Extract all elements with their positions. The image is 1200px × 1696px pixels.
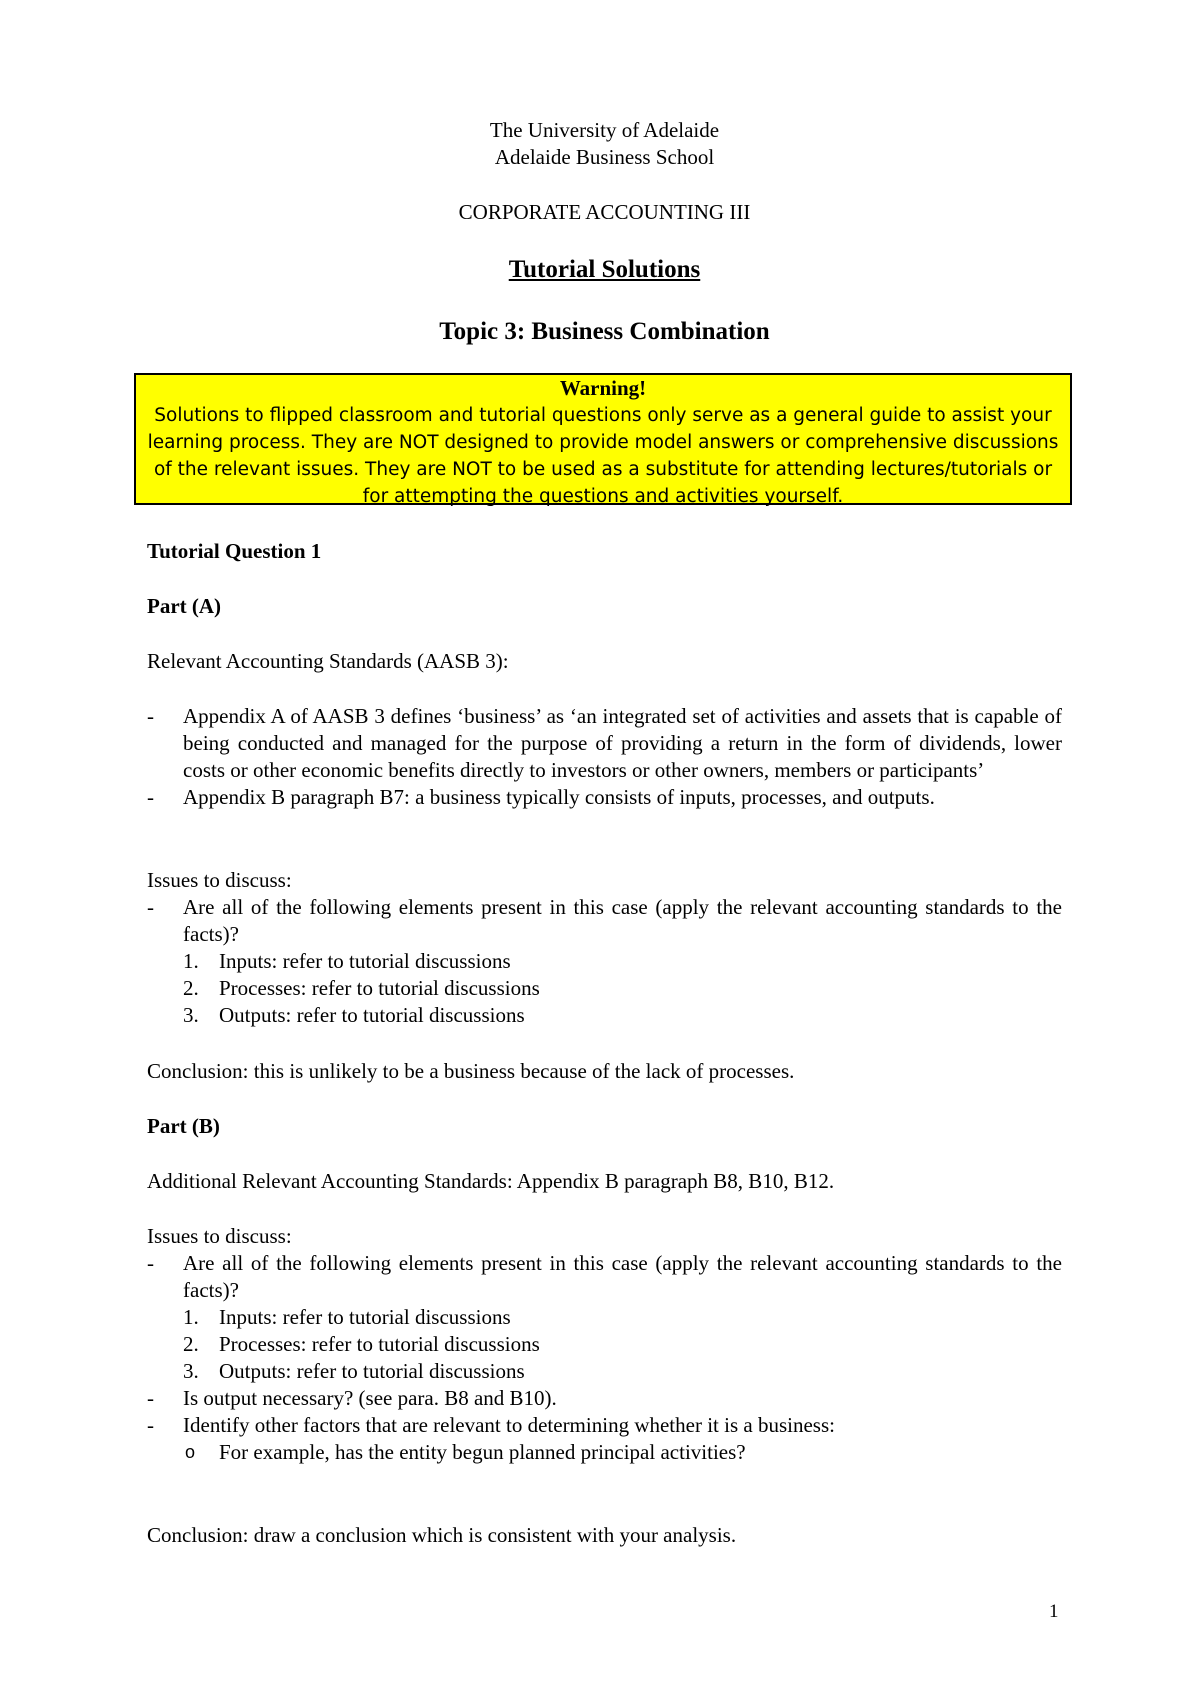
issue-text: Are all of the following elements present in this case (apply the relevant accounting standards to the facts)?	[183, 895, 1062, 946]
list-item	[147, 784, 1062, 811]
element-text: Processes: refer to tutorial discussions	[219, 976, 540, 1000]
part-a-standards-list	[147, 703, 1062, 811]
part-a-standards-label: Relevant Accounting Standards (AASB 3):	[147, 649, 509, 673]
issue-text: Is output necessary? (see para. B8 and B10).	[183, 1386, 557, 1410]
number-marker: 1.	[183, 949, 199, 973]
number-marker: 3.	[183, 1359, 199, 1383]
number-marker: 3.	[183, 1003, 199, 1027]
list-item	[147, 1331, 1062, 1358]
number-marker: 2.	[183, 976, 199, 1000]
standard-text: Appendix B paragraph B7: a business typically consists of inputs, processes, and outputs.	[183, 785, 935, 809]
standard-text: Appendix A of AASB 3 defines ‘business’ as ‘an integrated set of activities and assets that is capable of being conducted and managed for the purpose of providing a return in the form of dividends, lower costs or other economic benefits directly to investors or other owners, members or participants’	[183, 704, 1062, 782]
school-name: Adelaide Business School	[494, 145, 715, 169]
element-text: Outputs: refer to tutorial discussions	[219, 1359, 525, 1383]
part-b-issues-label: Issues to discuss:	[147, 1224, 292, 1248]
topic-title: Topic 3: Business Combination	[439, 318, 770, 345]
part-b-conclusion: Conclusion: draw a conclusion which is consistent with your analysis.	[147, 1523, 737, 1547]
number-marker: 1.	[183, 1305, 199, 1329]
list-item	[147, 975, 1062, 1002]
part-b-heading: Part (B)	[147, 1114, 220, 1138]
list-item	[147, 1439, 1062, 1466]
warning-text: Solutions to flipped classroom and tutorial questions only serve as a general guide to assist your learning process. They are NOT designed to provide model answers or comprehensive discussions of the relevant issues. They are NOT to be used as a substitute for attending lectures/tutorials or for attempting the questions and activities yourself.	[147, 405, 1059, 507]
element-text: Inputs: refer to tutorial discussions	[219, 949, 511, 973]
document-title: Tutorial Solutions	[508, 256, 701, 283]
dash-marker: -	[147, 1251, 154, 1275]
part-a-conclusion: Conclusion: this is unlikely to be a business because of the lack of processes.	[147, 1059, 795, 1083]
part-a-issues-list	[147, 894, 1062, 1029]
list-item	[147, 1304, 1062, 1331]
list-item	[147, 703, 1062, 784]
course-name: CORPORATE ACCOUNTING III	[458, 200, 751, 224]
warning-title: Warning!	[559, 376, 647, 400]
dash-marker: -	[147, 785, 154, 809]
list-item	[147, 894, 1062, 948]
element-text: Processes: refer to tutorial discussions	[219, 1332, 540, 1356]
part-a-issues-label: Issues to discuss:	[147, 868, 292, 892]
university-name: The University of Adelaide	[489, 118, 720, 142]
sub-bullet-marker: o	[185, 1442, 196, 1462]
warning-box	[134, 373, 1072, 505]
list-item	[147, 1358, 1062, 1385]
number-marker: 2.	[183, 1332, 199, 1356]
issue-text: Are all of the following elements present in this case (apply the relevant accounting standards to the facts)?	[183, 1251, 1062, 1302]
sub-issue-text: For example, has the entity begun planned principal activities?	[219, 1440, 746, 1464]
part-b-standards: Additional Relevant Accounting Standards: Appendix B paragraph B8, B10, B12.	[147, 1169, 835, 1193]
part-a-heading: Part (A)	[147, 594, 222, 618]
dash-marker: -	[147, 1413, 154, 1437]
dash-marker: -	[147, 895, 154, 919]
list-item	[147, 1250, 1062, 1304]
page-number: 1	[1049, 1601, 1059, 1622]
list-item	[147, 948, 1062, 975]
dash-marker: -	[147, 1386, 154, 1410]
part-b-issues-list	[147, 1250, 1062, 1466]
list-item	[147, 1002, 1062, 1029]
element-text: Outputs: refer to tutorial discussions	[219, 1003, 525, 1027]
issue-text: Identify other factors that are relevant to determining whether it is a business:	[183, 1413, 835, 1437]
element-text: Inputs: refer to tutorial discussions	[219, 1305, 511, 1329]
question-title: Tutorial Question 1	[147, 539, 322, 563]
dash-marker: -	[147, 704, 154, 728]
list-item	[147, 1412, 1062, 1439]
list-item	[147, 1385, 1062, 1412]
